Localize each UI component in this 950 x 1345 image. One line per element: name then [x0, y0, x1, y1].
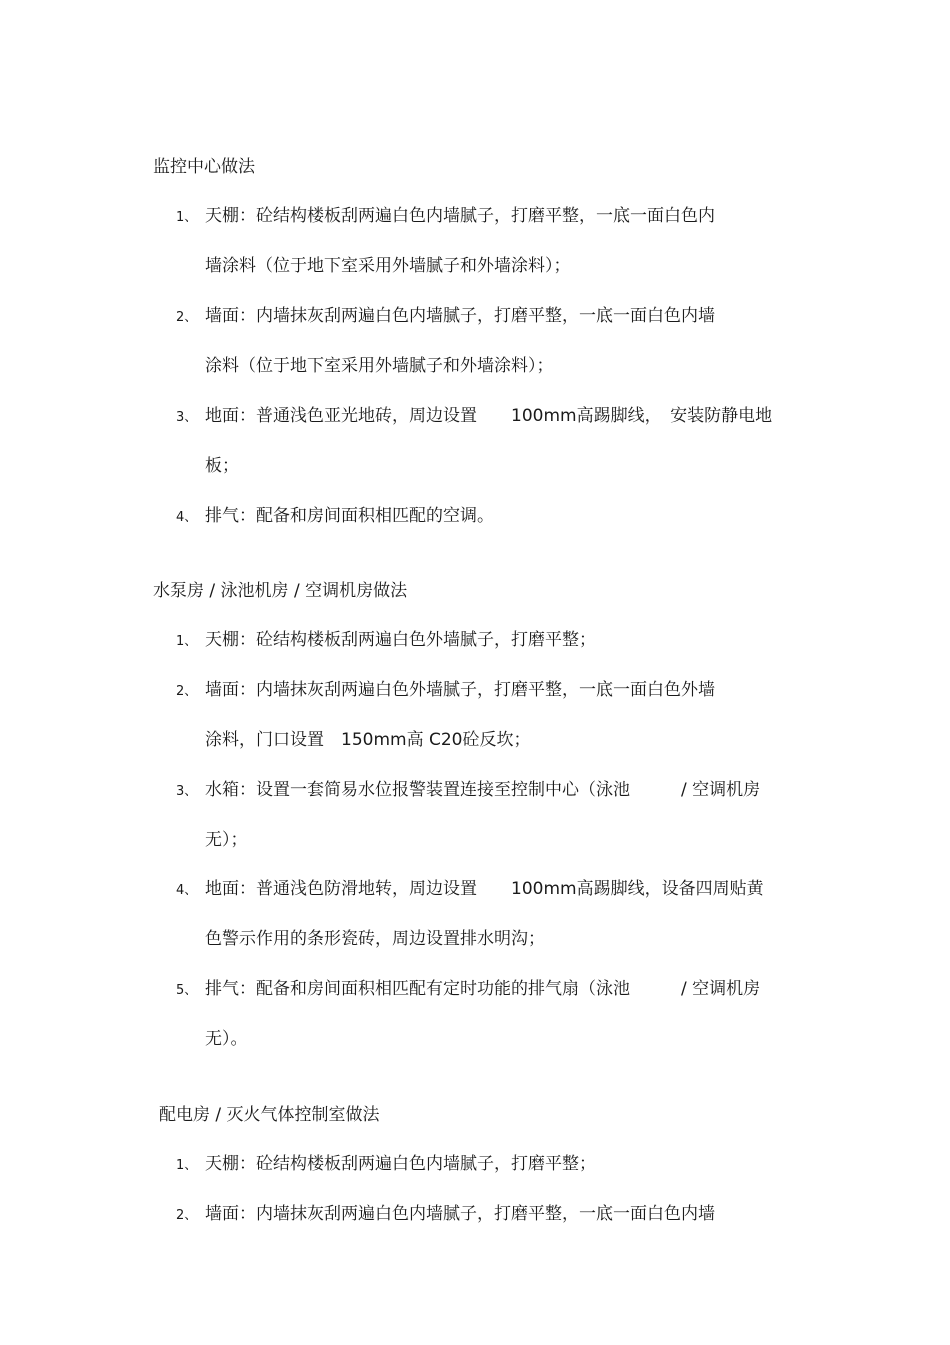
item-text-line: 色警示作用的条形瓷砖，周边设置排水明沟；: [205, 929, 545, 949]
item-text-line: 排气：配备和房间面积相匹配有定时功能的排气扇（泳池 / 空调机房: [205, 979, 761, 999]
item-number: 1、: [176, 1158, 198, 1173]
item-text-line: 涂料，门口设置 150mm高 C20砼反坎；: [205, 730, 531, 750]
item-number: 4、: [176, 510, 198, 525]
item-text-line: 无）。: [205, 1029, 248, 1049]
section-heading-pump-room: 水泵房 / 泳池机房 / 空调机房做法: [153, 581, 408, 601]
item-text-line: 板；: [205, 456, 239, 476]
item-text-line: 地面：普通浅色防滑地转，周边设置 100mm高踢脚线，设备四周贴黄: [205, 879, 764, 899]
item-text-line: 天棚：砼结构楼板刮两遍白色外墙腻子，打磨平整；: [205, 630, 596, 650]
item-text-line: 天棚：砼结构楼板刮两遍白色内墙腻子，打磨平整；: [205, 1154, 596, 1174]
item-number: 2、: [176, 1208, 198, 1223]
item-number: 3、: [176, 784, 198, 799]
item-text-line: 墙涂料（位于地下室采用外墙腻子和外墙涂料）；: [205, 256, 571, 276]
item-number: 5、: [176, 983, 198, 998]
item-number: 4、: [176, 883, 198, 898]
item-number: 1、: [176, 634, 198, 649]
section-heading-monitoring-center: 监控中心做法: [153, 157, 255, 177]
item-text-line: 墙面：内墙抹灰刮两遍白色内墙腻子，打磨平整，一底一面白色内墙: [205, 1204, 715, 1224]
item-number: 1、: [176, 210, 198, 225]
item-number: 3、: [176, 410, 198, 425]
item-text-line: 无）；: [205, 830, 248, 850]
item-text-line: 墙面：内墙抹灰刮两遍白色内墙腻子，打磨平整，一底一面白色内墙: [205, 306, 715, 326]
item-number: 2、: [176, 310, 198, 325]
section-heading-power-room: 配电房 / 灭火气体控制室做法: [159, 1105, 380, 1125]
item-text-line: 墙面：内墙抹灰刮两遍白色外墙腻子，打磨平整，一底一面白色外墙: [205, 680, 715, 700]
item-number: 2、: [176, 684, 198, 699]
item-text-line: 天棚：砼结构楼板刮两遍白色内墙腻子，打磨平整，一底一面白色内: [205, 206, 715, 226]
item-text-line: 排气：配备和房间面积相匹配的空调。: [205, 506, 494, 526]
item-text-line: 水箱：设置一套简易水位报警装置连接至控制中心（泳池 / 空调机房: [205, 780, 761, 800]
item-text-line: 涂料（位于地下室采用外墙腻子和外墙涂料）；: [205, 356, 554, 376]
item-text-line: 地面：普通浅色亚光地砖，周边设置 100mm高踢脚线， 安装防静电地: [205, 406, 773, 426]
